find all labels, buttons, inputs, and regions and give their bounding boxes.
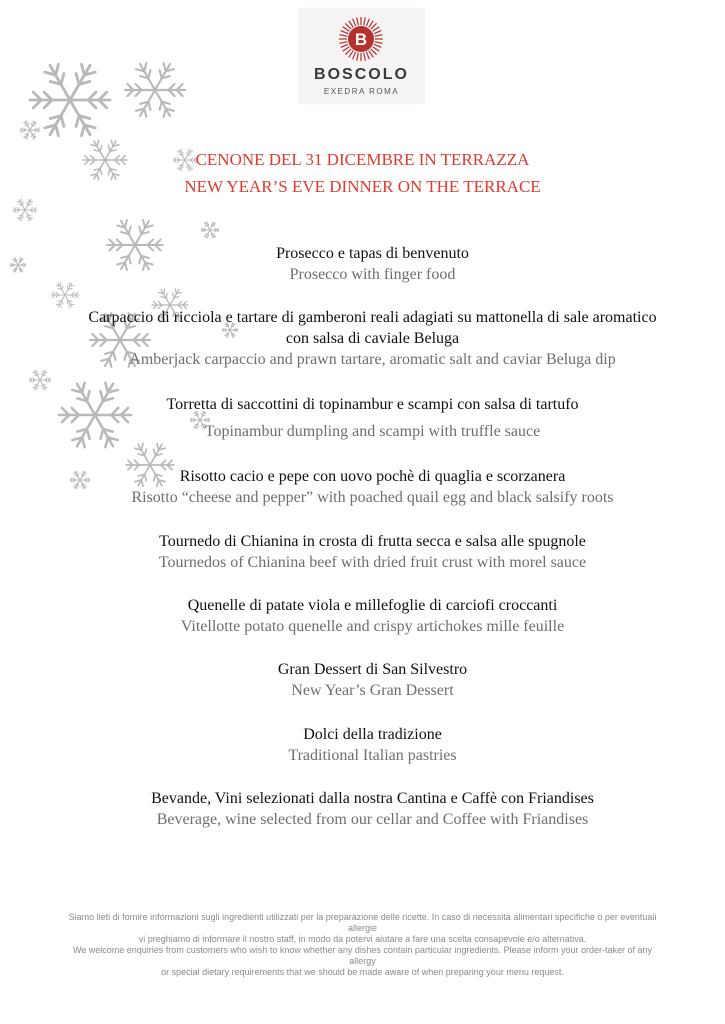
- disclaimer-line: allergy: [349, 956, 376, 966]
- disclaimer-line: vi preghiamo di informare il nostro staff, in modo da potervi aiutare a fare una scelta consapevole e/o alternativa.: [138, 934, 587, 944]
- hotel-logo: [298, 8, 425, 104]
- menu-item: [40, 307, 705, 370]
- snowflake-icon: [30, 64, 110, 136]
- menu-item: [60, 659, 685, 701]
- snowflake-icon: [125, 63, 185, 117]
- menu-item: [60, 466, 685, 508]
- boscolo-b-logo-icon: [336, 14, 386, 64]
- dish-name-italian: Prosecco e tapas di benvenuto: [276, 245, 469, 262]
- snowflake-icon: [29, 370, 51, 390]
- dish-name-italian: Gran Dessert di San Silvestro: [277, 661, 468, 678]
- dish-name-italian: Quenelle di patate viola e millefoglie di carciofi croccanti: [187, 597, 558, 614]
- menu-item: [60, 724, 685, 766]
- snowflake-icon: [13, 199, 37, 220]
- dish-name-italian-cont: con salsa di caviale Beluga: [285, 330, 460, 347]
- dish-name-english: Prosecco with finger food: [289, 266, 456, 283]
- dish-name-italian: Risotto cacio e pepe con uovo pochè di quaglia e scorzanera: [179, 468, 566, 485]
- menu-item: [60, 595, 685, 637]
- snowflake-icon: [51, 282, 79, 307]
- dish-name-english: Risotto “cheese and pepper” with poached quail egg and black salsify roots: [131, 489, 614, 506]
- dish-name-english: Topinambur dumpling and scampi with truffle sauce: [204, 423, 541, 440]
- dish-name-italian: Dolci della tradizione: [303, 726, 442, 743]
- disclaimer-line: We welcome enquiries from customers who wish to know whether any dishes contain particular ingredients. Please inform your order-taker of any: [72, 945, 653, 955]
- dish-name-italian: Bevande, Vini selezionati dalla nostra Cantina e Caffè con Friandises: [151, 790, 594, 807]
- menu-item: [60, 394, 685, 442]
- logo-name: BOSCOLO: [314, 66, 409, 83]
- snowflake-icon: [201, 222, 219, 238]
- disclaimer-line: Siamo lieti di fornire informazioni sugli ingredienti utilizzati per la preparazione delle ricette. In caso di necessità alimentari specifiche o per eventuali: [68, 912, 657, 922]
- disclaimer-line: allergie: [347, 923, 378, 933]
- snowflake-icon: [20, 121, 40, 139]
- allergy-disclaimer: [20, 912, 705, 978]
- snowflake-icon: [10, 258, 26, 272]
- svg-text:B: B: [354, 30, 368, 49]
- menu-item: [60, 243, 685, 285]
- dish-name-italian: Carpaccio di ricciola e tartare di gamberoni reali adagiati su mattonella di sale aromatico: [88, 309, 657, 326]
- dish-name-english: Vitellotte potato quenelle and crispy artichokes mille feuille: [180, 618, 565, 635]
- menu-item: [40, 788, 705, 830]
- dish-name-english: Traditional Italian pastries: [288, 747, 457, 764]
- logo-subtitle: EXEDRA ROMA: [323, 87, 400, 96]
- dish-name-italian: Tournedo di Chianina in crosta di frutta secca e salsa alle spugnole: [159, 533, 586, 550]
- menu-item: [60, 531, 685, 573]
- dish-name-english: Amberjack carpaccio and prawn tartare, aromatic salt and caviar Beluga dip: [129, 351, 616, 368]
- disclaimer-line: or special dietary requirements that we should be made aware of when preparing your menu request.: [161, 967, 564, 977]
- dish-name-english: Beverage, wine selected from our cellar and Coffee with Friandises: [156, 811, 589, 828]
- dish-name-italian: Torretta di saccottini di topinambur e scampi con salsa di tartufo: [166, 396, 579, 413]
- dish-name-english: Tournedos of Chianina beef with dried fruit crust with morel sauce: [158, 554, 587, 571]
- menu-title-english: NEW YEAR’S EVE DINNER ON THE TERRACE: [184, 177, 541, 196]
- menu-title-italian: CENONE DEL 31 DICEMBRE IN TERRAZZA: [195, 150, 530, 169]
- dish-name-english: New Year’s Gran Dessert: [291, 682, 454, 699]
